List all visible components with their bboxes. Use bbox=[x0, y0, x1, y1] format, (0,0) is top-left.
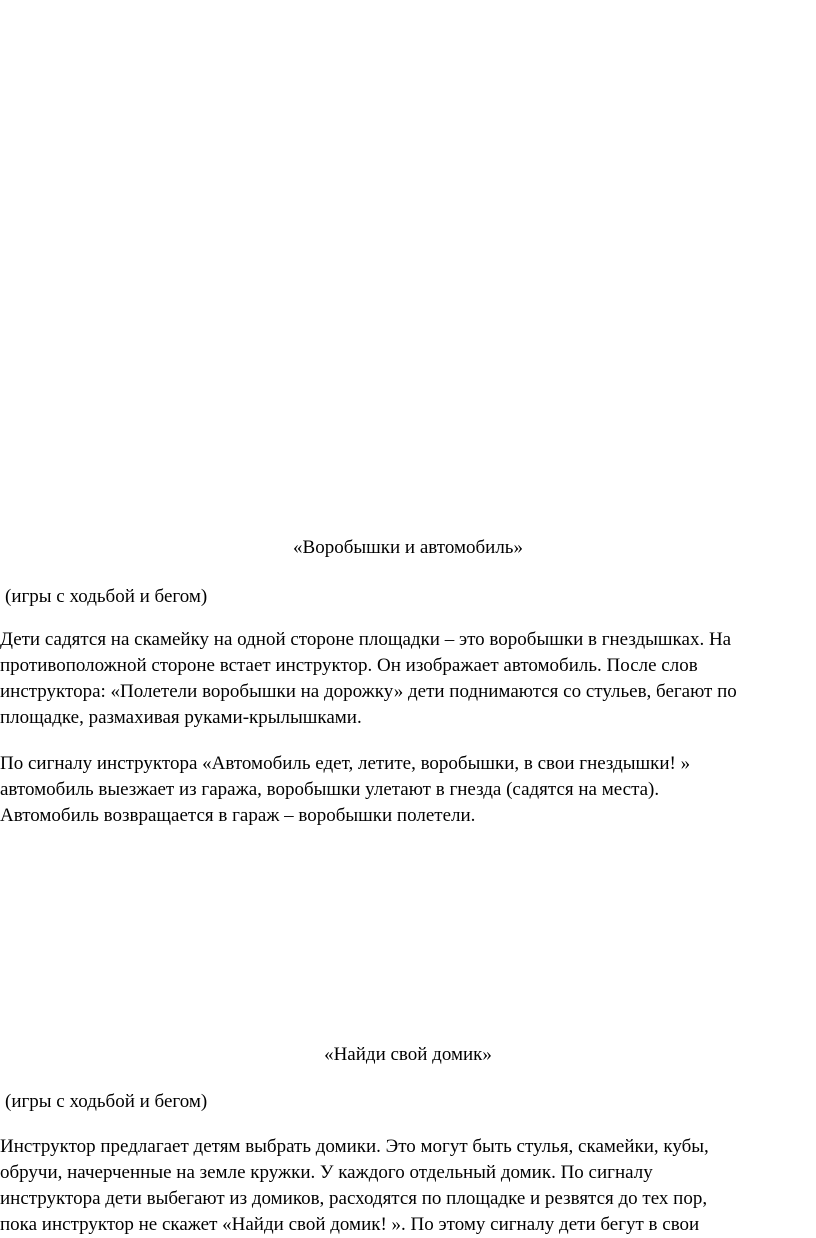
game1-paragraph-1 bbox=[0, 627, 816, 731]
paragraph-line: площадке, размахивая руками-крылышками. bbox=[0, 707, 362, 728]
paragraph-line: Автомобиль возвращается в гараж – воробышки полетели. bbox=[0, 805, 476, 826]
game2-subtitle: (игры с ходьбой и бегом) bbox=[5, 1091, 208, 1112]
paragraph-line: Инструктор предлагает детям выбрать домики. Это могут быть стулья, скамейки, кубы, bbox=[0, 1136, 709, 1157]
game1-subtitle: (игры с ходьбой и бегом) bbox=[5, 586, 208, 607]
paragraph-line: Дети садятся на скамейку на одной стороне площадки – это воробышки в гнездышках. На bbox=[0, 629, 732, 650]
paragraph-line: По сигналу инструктора «Автомобиль едет, летите, воробышки, в свои гнездышки! » bbox=[0, 753, 691, 774]
game2-paragraph-1 bbox=[0, 1134, 816, 1238]
paragraph-line: противоположной стороне встает инструктор. Он изображает автомобиль. После слов bbox=[0, 655, 698, 676]
game1-title: «Воробышки и автомобиль» bbox=[293, 537, 523, 558]
paragraph-line: инструктора: «Полетели воробышки на дорожку» дети поднимаются со стульев, бегают по bbox=[0, 681, 737, 702]
paragraph-line: пока инструктор не скажет «Найди свой домик! ». По этому сигналу дети бегут в свои bbox=[0, 1214, 700, 1235]
paragraph-line: инструктора дети выбегают из домиков, расходятся по площадке и резвятся до тех пор, bbox=[0, 1188, 708, 1209]
game1-paragraph-2 bbox=[0, 751, 816, 829]
game2-title: «Найди свой домик» bbox=[324, 1044, 492, 1065]
paragraph-line: обручи, начерченные на земле кружки. У каждого отдельный домик. По сигналу bbox=[0, 1162, 653, 1183]
paragraph-line: автомобиль выезжает из гаража, воробышки улетают в гнезда (садятся на места). bbox=[0, 779, 660, 800]
